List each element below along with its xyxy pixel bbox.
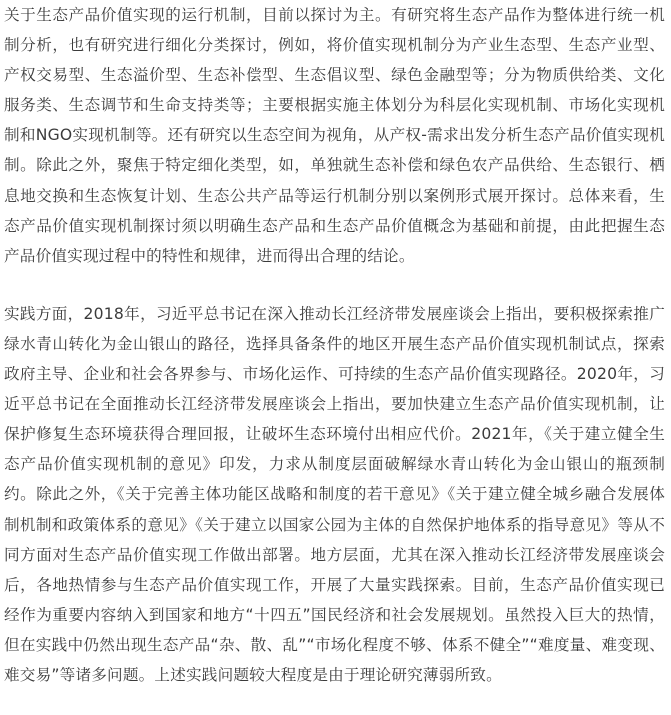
paragraph-mechanism-research: 关于生态产品价值实现的运行机制，目前以探讨为主。有研究将生态产品作为整体进行统一机制分析，也有研究进行细化分类探讨，例如，将价值实现机制分为产业生态型、生态产业型、产权交易型、生态溢价型、生态补偿型、生态倡议型、绿色金融型等；分为物质供给类、文化服务类、生态调节和生命支持类等；主要根据实施主体划分为科层化实现机制、市场化实现机制和NGO实现机制等。还有研究以生态空间为视角，从产权-需求出发分析生态产品价值实现机制。除此之外，聚焦于特定细化类型，如，单独就生态补偿和绿色农产品供给、生态银行、栖息地交换和生态恢复计划、生态公共产品等运行机制分别以案例形式展开探讨。总体来看，生态产品价值实现机制探讨须以明确生态产品和生态产品价值概念为基础和前提，由此把握生态产品价值实现过程中的特性和规律，进而得出合理的结论。 bbox=[4, 6, 665, 265]
paragraph-spacer bbox=[4, 271, 665, 299]
paragraph-practice: 实践方面，2018年，习近平总书记在深入推动长江经济带发展座谈会上指出，要积极探索推广绿水青山转化为金山银山的路径，选择具备条件的地区开展生态产品价值实现机制试点，探索政府主导、企业和社会各界参与、市场化运作、可持续的生态产品价值实现路径。2020年，习近平总书记在全面推动长江经济带发展座谈会上指出，要加快建立生态产品价值实现机制，让保护修复生态环境获得合理回报，让破坏生态环境付出相应代价。2021年，《关于建立健全生态产品价值实现机制的意见》印发，力求从制度层面破解绿水青山转化为金山银山的瓶颈制约。除此之外，《关于完善主体功能区战略和制度的若干意见》《关于建立健全城乡融合发展体制机制和政策体系的意见》《关于建立以国家公园为主体的自然保护地体系的指导意见》等从不同方面对生态产品价值实现工作做出部署。地方层面，尤其在深入推动长江经济带发展座谈会后，各地热情参与生态产品价值实现工作，开展了大量实践探索。目前，生态产品价值实现已经作为重要内容纳入到国家和地方“十四五”国民经济和社会发展规划。虽然投入巨大的热情，但在实践中仍然出现生态产品“杂、散、乱”“市场化程度不够、体系不健全”“难度量、难变现、难交易”等诸多问题。上述实践问题较大程度是由于理论研究薄弱所致。 bbox=[4, 304, 665, 684]
